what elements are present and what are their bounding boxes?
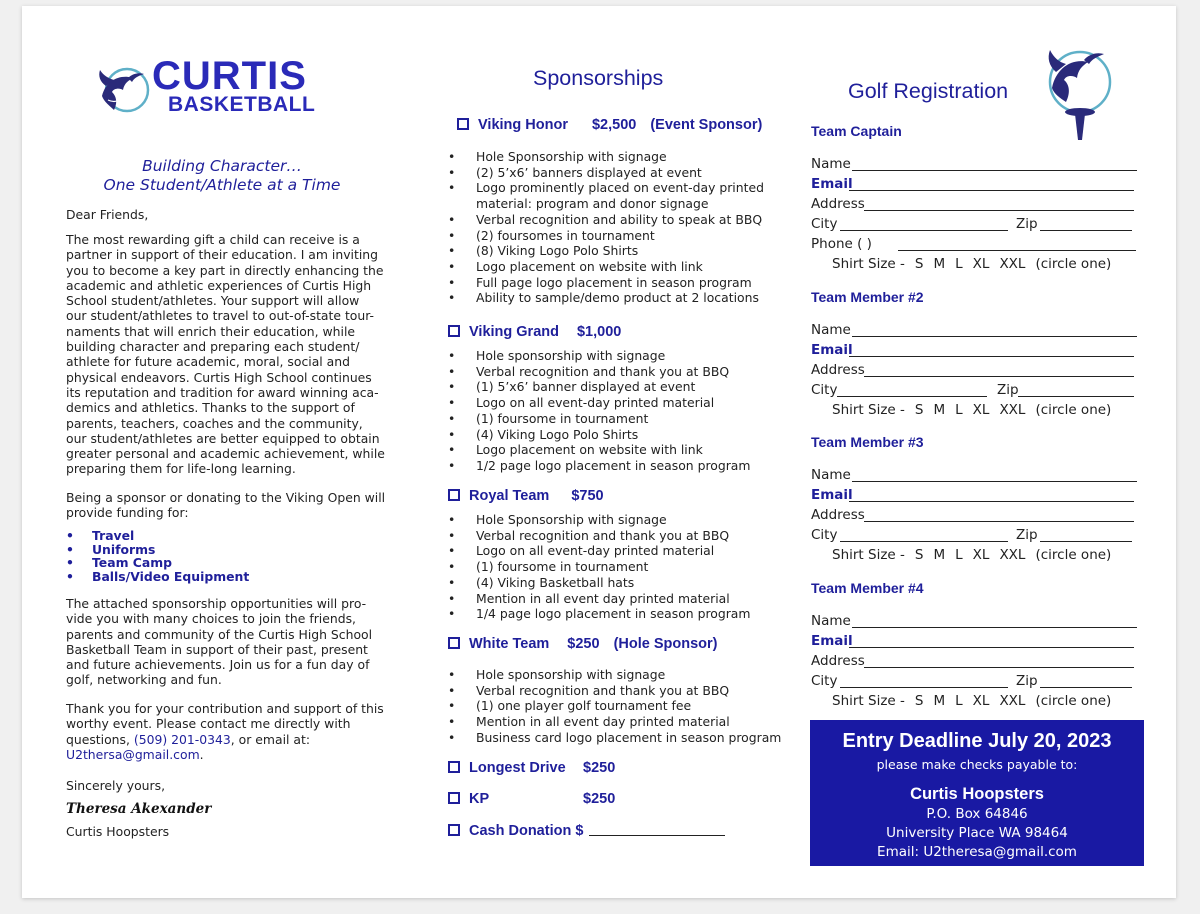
funding-item: • Travel bbox=[66, 529, 249, 543]
signature: Theresa Akexander bbox=[66, 801, 212, 817]
email-row bbox=[811, 178, 853, 192]
city-label: City bbox=[811, 673, 838, 689]
letter-paragraph-3 bbox=[66, 596, 372, 688]
letter-paragraph-2 bbox=[66, 490, 385, 521]
shirt-size-label: Shirt Size - bbox=[832, 693, 905, 709]
payee-name: Curtis Hoopsters bbox=[910, 784, 1044, 803]
city-field[interactable] bbox=[837, 384, 987, 397]
phone-label: Phone ( ) bbox=[811, 236, 872, 252]
zip-label: Zip bbox=[997, 382, 1019, 398]
tier-name: Viking Honor bbox=[478, 117, 568, 133]
tier-benefit: • Logo on all event-day printed material bbox=[448, 395, 750, 411]
shirt-size-row bbox=[832, 549, 1121, 563]
letter-p4-line4 bbox=[66, 747, 384, 762]
name-row bbox=[811, 469, 851, 483]
address-field[interactable] bbox=[864, 655, 1134, 668]
email-field[interactable] bbox=[849, 489, 1134, 502]
letter-p4-pre: questions, bbox=[66, 731, 134, 747]
tier-price: $250 bbox=[567, 636, 600, 652]
name-label: Name bbox=[811, 613, 851, 629]
tier-benefit: • Mention in all event day printed material bbox=[448, 591, 750, 607]
tier-benefit: • Verbal recognition and thank you at BBQ bbox=[448, 683, 781, 699]
tier-name: White Team bbox=[469, 636, 550, 652]
city-label: City bbox=[811, 527, 838, 543]
deadline-title: Entry Deadline July 20, 2023 bbox=[842, 730, 1112, 752]
tier-benefit: • Hole Sponsorship with signage bbox=[448, 149, 764, 165]
email-row bbox=[811, 489, 853, 503]
letter-line: building character and preparing each student/ bbox=[66, 339, 360, 355]
shirt-size-row bbox=[832, 258, 1121, 272]
letter-p4-post: , or email at: bbox=[230, 731, 311, 747]
tier-benefit: • Hole Sponsorship with signage bbox=[448, 512, 750, 528]
tier-checkbox[interactable] bbox=[448, 637, 460, 649]
phone-field[interactable] bbox=[898, 238, 1136, 251]
shirt-size-option[interactable]: XL bbox=[972, 693, 990, 709]
extra-name: Longest Drive bbox=[469, 760, 566, 776]
zip-row bbox=[1016, 529, 1038, 543]
golf-registration-heading: Golf Registration bbox=[848, 79, 1009, 103]
address-row bbox=[811, 509, 865, 523]
tier-benefit: • Hole sponsorship with signage bbox=[448, 348, 750, 364]
tier-price: $2,500 bbox=[591, 117, 637, 133]
name-field[interactable] bbox=[852, 158, 1137, 171]
address-row bbox=[811, 198, 865, 212]
city-row bbox=[811, 384, 837, 398]
tier-benefit: • Verbal recognition and ability to speak at BBQ bbox=[448, 212, 764, 228]
payee-address-2: University Place WA 98464 bbox=[886, 825, 1068, 842]
zip-label: Zip bbox=[1016, 216, 1038, 232]
letter-line: demics and athletics. Thanks to the support of bbox=[66, 400, 355, 416]
letter-line: you to become a key part in directly enhancing the bbox=[66, 262, 384, 278]
letter-paragraph-1 bbox=[66, 232, 385, 477]
viking-logo-icon bbox=[94, 66, 150, 114]
registration-section-title: Team Member #3 bbox=[811, 434, 924, 450]
tier-note: (Event Sponsor) bbox=[650, 117, 763, 133]
shirt-size-option[interactable]: XL bbox=[972, 256, 990, 272]
registration-section-title: Team Captain bbox=[811, 123, 902, 139]
extra-price: $250 bbox=[583, 791, 616, 807]
tier-benefit: • (1) 5’x6’ banner displayed at event bbox=[448, 379, 750, 395]
address-field[interactable] bbox=[864, 364, 1134, 377]
extra-option bbox=[448, 792, 615, 807]
city-label: City bbox=[811, 382, 838, 398]
shirt-size-option[interactable]: M bbox=[933, 256, 946, 272]
shirt-size-hint: (circle one) bbox=[1035, 402, 1112, 418]
address-label: Address bbox=[811, 362, 865, 378]
address-row bbox=[811, 364, 865, 378]
letter-line: Being a sponsor or donating to the Viking Open will bbox=[66, 490, 386, 505]
tier-benefit: • (4) Viking Logo Polo Shirts bbox=[448, 427, 750, 443]
email-row bbox=[811, 635, 853, 649]
shirt-size-option[interactable]: L bbox=[955, 256, 963, 272]
tagline-line1: Building Character… bbox=[142, 157, 302, 175]
email-field[interactable] bbox=[849, 635, 1134, 648]
sponsorships-heading: Sponsorships bbox=[533, 66, 664, 90]
tier-benefit: • Logo placement on website with link bbox=[448, 442, 750, 458]
cash-donation-field[interactable] bbox=[589, 823, 725, 836]
tier-name: Royal Team bbox=[469, 488, 550, 504]
letter-line: athlete for future academic, moral, social and bbox=[66, 354, 350, 370]
zip-field[interactable] bbox=[1040, 529, 1132, 542]
email-row bbox=[811, 344, 853, 358]
tier-header bbox=[448, 489, 618, 504]
payee-email[interactable]: Email: U2theresa@gmail.com bbox=[877, 844, 1077, 861]
tier-benefit: • (1) foursome in tournament bbox=[448, 559, 750, 575]
letter-line: The attached sponsorship opportunities will pro- bbox=[66, 596, 367, 611]
shirt-size-option[interactable]: XXL bbox=[999, 693, 1026, 709]
letter-closing: Sincerely yours, bbox=[66, 778, 166, 793]
tier-benefit: • Verbal recognition and thank you at BBQ bbox=[448, 364, 750, 380]
city-field[interactable] bbox=[840, 529, 1008, 542]
letter-line: our student/athletes are better equipped to obtain bbox=[66, 430, 380, 446]
tier-price: $750 bbox=[571, 488, 604, 504]
email-label: Email bbox=[811, 487, 853, 503]
shirt-size-option[interactable]: XXL bbox=[999, 547, 1026, 563]
tier-header bbox=[448, 325, 635, 340]
extra-checkbox[interactable] bbox=[448, 792, 460, 804]
extra-checkbox[interactable] bbox=[448, 824, 460, 836]
shirt-size-option[interactable]: L bbox=[955, 402, 963, 418]
letter-p4-line1: Thank you for your contribution and support of this bbox=[66, 701, 384, 716]
tagline-line2: One Student/Athlete at a Time bbox=[103, 176, 341, 194]
tier-checkbox[interactable] bbox=[448, 325, 460, 337]
shirt-size-option[interactable]: M bbox=[933, 693, 946, 709]
zip-label: Zip bbox=[1016, 673, 1038, 689]
address-field[interactable] bbox=[864, 198, 1134, 211]
shirt-size-hint: (circle one) bbox=[1035, 693, 1112, 709]
tier-price: $1,000 bbox=[576, 324, 622, 340]
letter-line: partner in support of their education. I am inviting bbox=[66, 247, 378, 263]
name-row bbox=[811, 615, 851, 629]
phone-row bbox=[811, 238, 872, 252]
name-label: Name bbox=[811, 156, 851, 172]
extra-price: $250 bbox=[583, 760, 616, 776]
email-label: Email bbox=[811, 176, 853, 192]
letter-line: our student/athletes to travel to out-of-state tour- bbox=[66, 308, 375, 324]
letter-line: Basketball Team in support of their past, present bbox=[66, 641, 368, 657]
shirt-size-label: Shirt Size - bbox=[832, 547, 905, 563]
name-field[interactable] bbox=[852, 324, 1137, 337]
tier-benefit: • (8) Viking Logo Polo Shirts bbox=[448, 243, 764, 259]
funding-item: • Team Camp bbox=[66, 556, 249, 570]
zip-row bbox=[1016, 218, 1038, 232]
email-field[interactable] bbox=[849, 344, 1134, 357]
signer-org: Curtis Hoopsters bbox=[66, 824, 170, 839]
letter-line: greater personal and academic achievement, while bbox=[66, 446, 385, 462]
city-label: City bbox=[811, 216, 838, 232]
zip-label: Zip bbox=[1016, 527, 1038, 543]
name-row bbox=[811, 324, 851, 338]
city-row bbox=[811, 675, 837, 689]
name-row bbox=[811, 158, 851, 172]
tier-benefit: • Ability to sample/demo product at 2 locations bbox=[448, 290, 764, 306]
shirt-size-option[interactable]: XL bbox=[972, 547, 990, 563]
shirt-size-option[interactable]: S bbox=[914, 256, 924, 272]
zip-field[interactable] bbox=[1040, 675, 1132, 688]
tier-checkbox[interactable] bbox=[457, 118, 469, 130]
letter-greeting: Dear Friends, bbox=[66, 207, 149, 222]
tier-benefit: • Logo prominently placed on event-day printed bbox=[448, 180, 764, 196]
shirt-size-option[interactable]: L bbox=[955, 547, 963, 563]
zip-row bbox=[1016, 675, 1038, 689]
name-field[interactable] bbox=[852, 469, 1137, 482]
funding-list bbox=[66, 529, 249, 583]
name-field[interactable] bbox=[852, 615, 1137, 628]
letter-line: parents, teachers, coaches and the community, bbox=[66, 415, 363, 431]
zip-field[interactable] bbox=[1018, 384, 1134, 397]
registration-section-title: Team Member #4 bbox=[811, 580, 924, 596]
tier-header bbox=[448, 637, 717, 652]
letter-line: preparing them for life-long learning. bbox=[66, 461, 296, 477]
logo-wordmark-curtis: CURTIS bbox=[152, 54, 307, 98]
tier-benefit: material: program and donor signage bbox=[476, 196, 709, 212]
letter-line: golf, networking and fun. bbox=[66, 672, 222, 688]
zip-field[interactable] bbox=[1040, 218, 1132, 231]
tier-header bbox=[457, 118, 762, 133]
tier-benefit: • Mention in all event day printed material bbox=[448, 714, 781, 730]
shirt-size-label: Shirt Size - bbox=[832, 402, 905, 418]
name-label: Name bbox=[811, 322, 851, 338]
funding-item: • Balls/Video Equipment bbox=[66, 570, 249, 584]
shirt-size-row bbox=[832, 404, 1121, 418]
funding-item: • Uniforms bbox=[66, 543, 249, 557]
letter-line: provide funding for: bbox=[66, 505, 189, 521]
tier-benefits-list bbox=[448, 512, 750, 622]
zip-row bbox=[997, 384, 1019, 398]
address-label: Address bbox=[811, 196, 865, 212]
letter-line: parents and community of the Curtis High School bbox=[66, 626, 373, 642]
shirt-size-hint: (circle one) bbox=[1035, 547, 1112, 563]
letter-p4-line2: worthy event. Please contact me directly with bbox=[66, 716, 351, 732]
tier-benefit: • (1) foursome in tournament bbox=[448, 411, 750, 427]
letter-line: academic and athletic experiences of Curtis High bbox=[66, 277, 372, 293]
city-field[interactable] bbox=[840, 218, 1008, 231]
tier-checkbox[interactable] bbox=[448, 489, 460, 501]
entry-deadline-box bbox=[810, 720, 1144, 866]
address-row bbox=[811, 655, 865, 669]
viking-golf-tee-icon bbox=[1042, 42, 1114, 146]
tier-benefit: • (2) foursomes in tournament bbox=[448, 228, 764, 244]
letter-paragraph-4 bbox=[66, 701, 384, 762]
address-label: Address bbox=[811, 653, 865, 669]
shirt-size-hint: (circle one) bbox=[1035, 256, 1112, 272]
tier-benefit: • Full page logo placement in season program bbox=[448, 275, 764, 291]
letter-line: physical endeavors. Curtis High School continues bbox=[66, 369, 372, 385]
city-field[interactable] bbox=[840, 675, 1008, 688]
shirt-size-option[interactable]: L bbox=[955, 693, 963, 709]
tier-benefit: • (1) one player golf tournament fee bbox=[448, 698, 781, 714]
tier-benefit: • Hole sponsorship with signage bbox=[448, 667, 781, 683]
tier-benefit: • (4) Viking Basketball hats bbox=[448, 575, 750, 591]
address-label: Address bbox=[811, 507, 865, 523]
tier-benefits-list bbox=[448, 149, 764, 306]
extra-name: Cash Donation $ bbox=[469, 823, 584, 839]
extra-option bbox=[448, 761, 615, 776]
shirt-size-row bbox=[832, 695, 1121, 709]
shirt-size-option[interactable]: XL bbox=[972, 402, 990, 418]
contact-phone[interactable]: (509) 201-0343 bbox=[133, 731, 231, 747]
tier-benefit: • 1/2 page logo placement in season program bbox=[448, 458, 750, 474]
letter-line: The most rewarding gift a child can receive is a bbox=[66, 232, 360, 247]
shirt-size-option[interactable]: XXL bbox=[999, 256, 1026, 272]
address-field[interactable] bbox=[864, 509, 1134, 522]
tier-benefit: • (2) 5’x6’ banners displayed at event bbox=[448, 165, 764, 181]
shirt-size-option[interactable]: S bbox=[914, 547, 924, 563]
letter-line: its reputation and tradition for award winning aca- bbox=[66, 384, 379, 400]
email-field[interactable] bbox=[849, 178, 1134, 191]
letter-line: vide you with many choices to join the friends, bbox=[66, 611, 356, 627]
shirt-size-option[interactable]: M bbox=[933, 547, 946, 563]
tier-benefit: • Business card logo placement in season program bbox=[448, 730, 781, 746]
letter-line: School student/athletes. Your support will allow bbox=[66, 293, 360, 309]
tier-benefit: • Logo on all event-day printed material bbox=[448, 543, 750, 559]
tier-benefits-list bbox=[448, 667, 781, 746]
email-label: Email bbox=[811, 633, 853, 649]
tier-benefits-list bbox=[448, 348, 750, 474]
tier-note: (Hole Sponsor) bbox=[613, 636, 718, 652]
city-row bbox=[811, 218, 837, 232]
shirt-size-option[interactable]: S bbox=[914, 693, 924, 709]
shirt-size-option[interactable]: M bbox=[933, 402, 946, 418]
shirt-size-option[interactable]: S bbox=[914, 402, 924, 418]
tier-benefit: • Verbal recognition and thank you at BBQ bbox=[448, 528, 750, 544]
name-label: Name bbox=[811, 467, 851, 483]
deadline-subtitle: please make checks payable to: bbox=[876, 757, 1078, 772]
contact-email[interactable]: U2thersa@gmail.com bbox=[66, 746, 200, 762]
letter-p4-dot: . bbox=[199, 746, 204, 762]
tier-benefit: • Logo placement on website with link bbox=[448, 259, 764, 275]
registration-section-title: Team Member #2 bbox=[811, 289, 924, 305]
extra-checkbox[interactable] bbox=[448, 761, 460, 773]
letter-line: naments that will enrich their education, while bbox=[66, 323, 356, 339]
letter-p4-line3 bbox=[66, 732, 384, 747]
shirt-size-label: Shirt Size - bbox=[832, 256, 905, 272]
letter-line: and future achievements. Join us for a fun day of bbox=[66, 657, 370, 673]
tier-benefit: • 1/4 page logo placement in season program bbox=[448, 606, 750, 622]
extra-name: KP bbox=[469, 791, 490, 807]
logo-wordmark-basketball: BASKETBALL bbox=[168, 93, 316, 116]
tier-name: Viking Grand bbox=[469, 324, 559, 340]
shirt-size-option[interactable]: XXL bbox=[999, 402, 1026, 418]
payee-address-1: P.O. Box 64846 bbox=[926, 806, 1028, 822]
city-row bbox=[811, 529, 837, 543]
extra-option bbox=[448, 823, 725, 839]
email-label: Email bbox=[811, 342, 853, 358]
